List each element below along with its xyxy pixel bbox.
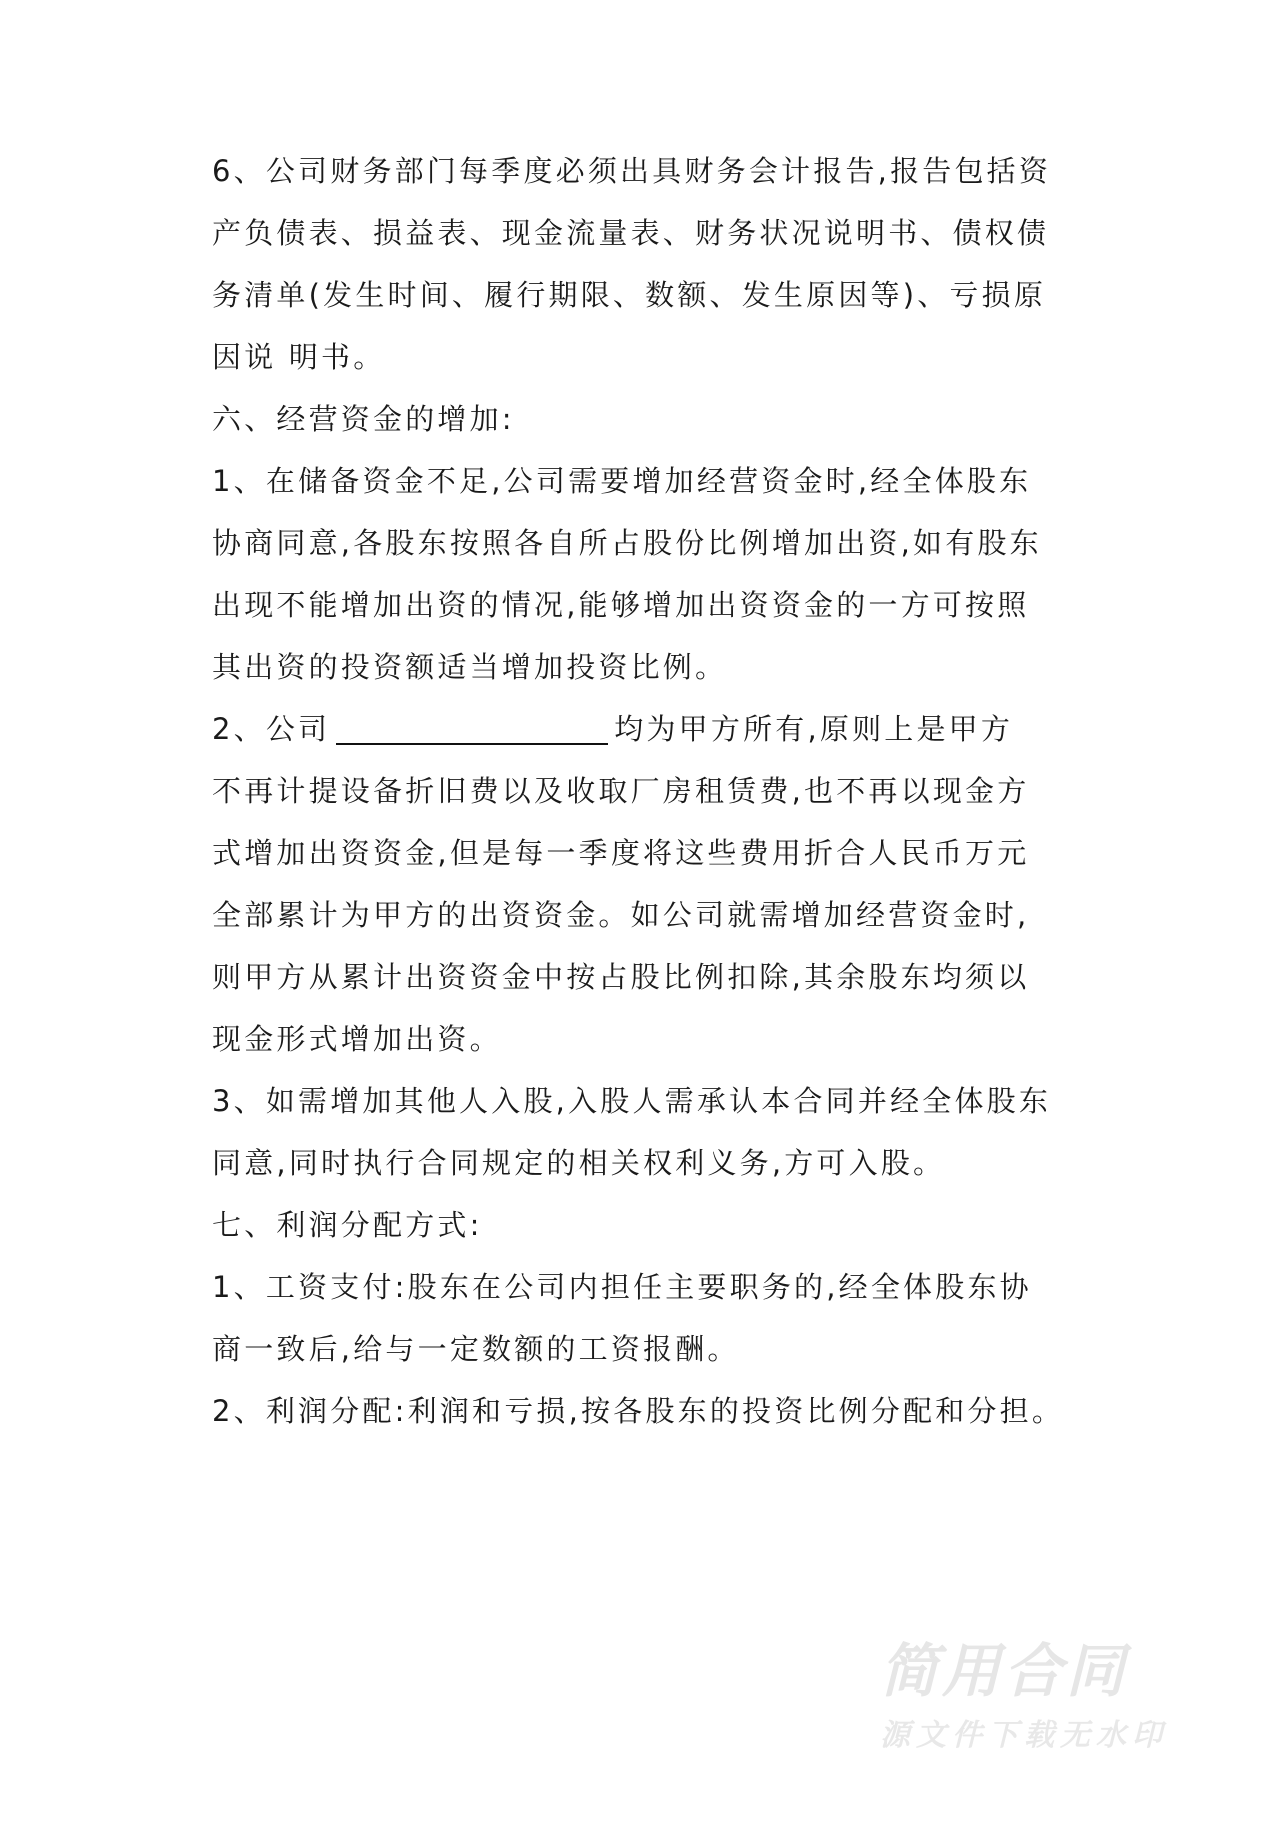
text-line: 6、公司财务部门每季度必须出具财务会计报告,报告包括资 (212, 154, 1052, 188)
text-line: 因说 明书。 (212, 340, 386, 374)
text-line: 3、如需增加其他人入股,入股人需承认本合同并经全体股东 (212, 1084, 1052, 1118)
watermark-subtitle: 源文件下载无水印 (880, 1718, 1168, 1753)
text-line: 协商同意,各股东按照各自所占股份比例增加出资,如有股东 (212, 526, 1042, 560)
text-line: 则甲方从累计出资资金中按占股比例扣除,其余股东均须以 (212, 960, 1030, 994)
blank-suffix: 均为甲方所有,原则上是甲方 (614, 712, 1014, 746)
text-line: 式增加出资资金,但是每一季度将这些费用折合人民币万元 (212, 836, 1030, 870)
text-line: 出现不能增加出资的情况,能够增加出资资金的一方可按照 (212, 588, 1030, 622)
section-heading: 七、利润分配方式: (212, 1208, 483, 1242)
text-line: 务清单(发生时间、履行期限、数额、发生原因等)、亏损原 (212, 278, 1047, 312)
text-line: 商一致后,给与一定数额的工资报酬。 (212, 1332, 740, 1366)
text-line: 其出资的投资额适当增加投资比例。 (212, 650, 728, 684)
text-line: 现金形式增加出资。 (212, 1022, 502, 1056)
text-line: 1、在储备资金不足,公司需要增加经营资金时,经全体股东 (212, 464, 1032, 498)
text-line-with-blank (212, 698, 1092, 760)
document-page (212, 140, 1092, 1442)
text-line: 产负债表、损益表、现金流量表、财务状况说明书、债权债 (212, 216, 1050, 250)
text-line: 同意,同时执行合同规定的相关权利义务,方可入股。 (212, 1146, 946, 1180)
watermark (880, 1620, 1280, 1790)
fill-in-blank (336, 709, 608, 745)
section-heading: 六、经营资金的增加: (212, 402, 515, 436)
text-line: 全部累计为甲方的出资资金。如公司就需增加经营资金时, (212, 898, 1030, 932)
blank-prefix: 2、公司 (212, 712, 331, 746)
text-line: 1、工资支付:股东在公司内担任主要职务的,经全体股东协 (212, 1270, 1032, 1304)
text-line: 2、利润分配:利润和亏损,按各股东的投资比例分配和分担。 (212, 1394, 1065, 1428)
text-line: 不再计提设备折旧费以及收取厂房租赁费,也不再以现金方 (212, 774, 1030, 808)
watermark-title: 简用合同 (880, 1637, 1129, 1705)
